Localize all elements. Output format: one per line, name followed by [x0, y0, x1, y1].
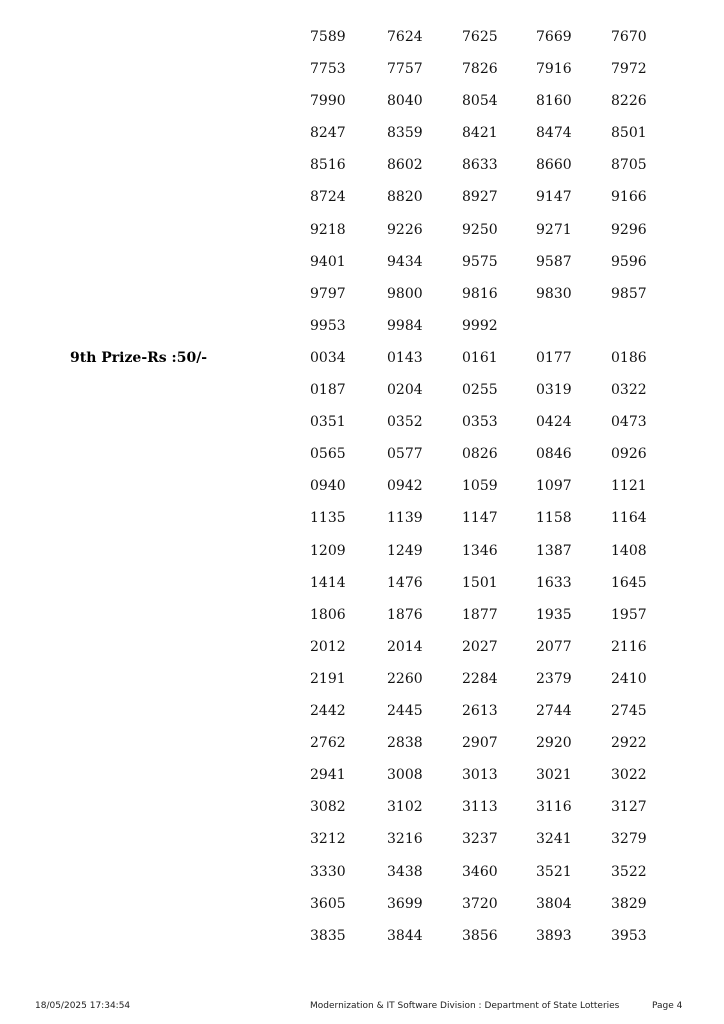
ticket-number: 2260 — [387, 670, 423, 687]
ticket-number: 0161 — [462, 350, 498, 366]
ticket-number: 3102 — [387, 799, 423, 816]
prize-label: 9th Prize-Rs :50/- — [70, 350, 208, 366]
number-row — [0, 823, 724, 855]
number-row — [0, 727, 724, 759]
ticket-number: 1121 — [611, 478, 647, 495]
ticket-number: 3330 — [310, 863, 346, 880]
number-row — [0, 695, 724, 727]
ticket-number: 3438 — [387, 863, 423, 880]
ticket-number: 1249 — [387, 542, 423, 559]
ticket-number: 1209 — [310, 542, 346, 559]
ticket-number: 2379 — [536, 670, 572, 687]
ticket-number: 3522 — [611, 863, 647, 880]
ticket-number: 0565 — [310, 446, 346, 463]
ticket-number: 8705 — [611, 157, 647, 174]
ticket-number: 3720 — [462, 895, 498, 912]
ticket-number: 0322 — [611, 382, 647, 399]
ticket-number: 3241 — [536, 831, 572, 848]
ticket-number: 8474 — [536, 125, 572, 142]
ticket-number: 8516 — [310, 157, 346, 174]
ticket-number: 3953 — [611, 927, 647, 944]
number-row — [0, 374, 724, 406]
ticket-number: 1135 — [310, 510, 346, 527]
number-row — [0, 631, 724, 663]
ticket-number: 9271 — [536, 221, 572, 238]
ticket-number: 8421 — [462, 125, 498, 142]
ticket-number: 2442 — [310, 703, 346, 720]
footer-timestamp: 18/05/2025 17:34:54 — [35, 1001, 131, 1011]
ticket-number: 1139 — [387, 510, 423, 527]
ticket-number: 0473 — [611, 414, 647, 431]
ticket-number: 1645 — [611, 574, 647, 591]
page-footer — [0, 998, 724, 1014]
ticket-number: 0255 — [462, 382, 498, 399]
number-row — [0, 246, 724, 278]
number-row — [0, 599, 724, 631]
number-row — [0, 888, 724, 920]
ticket-number: 1633 — [536, 574, 572, 591]
ticket-number: 7916 — [536, 61, 572, 78]
ticket-number: 3008 — [387, 767, 423, 784]
ticket-number: 9250 — [462, 221, 498, 238]
ticket-number: 2116 — [611, 638, 647, 655]
ticket-number: 9587 — [536, 253, 572, 270]
ticket-number: 7972 — [611, 61, 647, 78]
number-row — [0, 438, 724, 470]
ticket-number: 1957 — [611, 606, 647, 623]
footer-division: Modernization & IT Software Division : Department of State Lotteries — [310, 1001, 620, 1011]
ticket-number: 7753 — [310, 61, 346, 78]
ticket-number: 1476 — [387, 574, 423, 591]
ticket-number: 3460 — [462, 863, 498, 880]
ticket-number: 9434 — [387, 253, 423, 270]
ticket-number: 8359 — [387, 125, 423, 142]
ticket-number: 2920 — [536, 735, 572, 752]
ticket-number: 2838 — [387, 735, 423, 752]
ticket-number: 3856 — [462, 927, 498, 944]
ticket-number: 9953 — [310, 317, 346, 334]
ticket-number: 2284 — [462, 670, 498, 687]
ticket-number: 3216 — [387, 831, 423, 848]
number-row — [0, 214, 724, 246]
ticket-number: 2922 — [611, 735, 647, 752]
number-row — [0, 406, 724, 438]
ticket-number: 8226 — [611, 93, 647, 110]
number-row — [0, 117, 724, 149]
ticket-number: 1346 — [462, 542, 498, 559]
ticket-number: 9992 — [462, 317, 498, 334]
prize-number-grid — [0, 21, 724, 342]
ticket-number: 1501 — [462, 574, 498, 591]
ticket-number: 1414 — [310, 574, 346, 591]
ticket-number: 3279 — [611, 831, 647, 848]
ticket-number: 3237 — [462, 831, 498, 848]
ticket-number: 0034 — [310, 350, 346, 366]
ticket-number: 8160 — [536, 93, 572, 110]
ticket-number: 2745 — [611, 703, 647, 720]
ticket-number: 9147 — [536, 189, 572, 206]
number-row — [0, 567, 724, 599]
ticket-number: 3521 — [536, 863, 572, 880]
ticket-number: 3127 — [611, 799, 647, 816]
ticket-number: 0319 — [536, 382, 572, 399]
ticket-number: 9166 — [611, 189, 647, 206]
ticket-number: 2762 — [310, 735, 346, 752]
number-row — [0, 181, 724, 213]
ticket-number: 3844 — [387, 927, 423, 944]
ticket-number: 2941 — [310, 767, 346, 784]
ticket-number: 1806 — [310, 606, 346, 623]
ticket-number: 9857 — [611, 285, 647, 302]
ticket-number: 1876 — [387, 606, 423, 623]
ticket-number: 0940 — [310, 478, 346, 495]
ticket-number: 9830 — [536, 285, 572, 302]
ticket-number: 2077 — [536, 638, 572, 655]
ticket-number: 8054 — [462, 93, 498, 110]
ticket-number: 7670 — [611, 29, 647, 45]
ticket-number: 0826 — [462, 446, 498, 463]
ticket-number: 7757 — [387, 61, 423, 78]
number-row — [0, 920, 724, 952]
ticket-number: 3829 — [611, 895, 647, 912]
ticket-number: 7990 — [310, 93, 346, 110]
ticket-number: 1164 — [611, 510, 647, 527]
ticket-number: 8820 — [387, 189, 423, 206]
number-row — [0, 535, 724, 567]
ticket-number: 3013 — [462, 767, 498, 784]
number-row — [0, 856, 724, 888]
ticket-number: 9984 — [387, 317, 423, 334]
ticket-number: 7826 — [462, 61, 498, 78]
ticket-number: 8633 — [462, 157, 498, 174]
ticket-number: 8247 — [310, 125, 346, 142]
ticket-number: 8660 — [536, 157, 572, 174]
ticket-number: 8602 — [387, 157, 423, 174]
ticket-number: 3021 — [536, 767, 572, 784]
ticket-number: 3699 — [387, 895, 423, 912]
prize-number-grid — [0, 342, 724, 952]
ticket-number: 2613 — [462, 703, 498, 720]
ticket-number: 0351 — [310, 414, 346, 431]
ticket-number: 7625 — [462, 29, 498, 45]
ticket-number: 1158 — [536, 510, 572, 527]
ticket-number: 3022 — [611, 767, 647, 784]
ticket-number: 1935 — [536, 606, 572, 623]
number-row — [0, 791, 724, 823]
ticket-number: 2014 — [387, 638, 423, 655]
number-row — [0, 53, 724, 85]
ticket-number: 7589 — [310, 29, 346, 45]
ticket-number: 2445 — [387, 703, 423, 720]
ticket-number: 0204 — [387, 382, 423, 399]
number-row — [0, 278, 724, 310]
ticket-number: 9401 — [310, 253, 346, 270]
ticket-number: 0352 — [387, 414, 423, 431]
ticket-number: 0926 — [611, 446, 647, 463]
ticket-number: 3113 — [462, 799, 498, 816]
ticket-number: 1147 — [462, 510, 498, 527]
ticket-number: 2907 — [462, 735, 498, 752]
ticket-number: 9575 — [462, 253, 498, 270]
ticket-number: 3893 — [536, 927, 572, 944]
ticket-number: 1059 — [462, 478, 498, 495]
ticket-number: 9218 — [310, 221, 346, 238]
ticket-number: 3804 — [536, 895, 572, 912]
ticket-number: 0577 — [387, 446, 423, 463]
ticket-number: 1387 — [536, 542, 572, 559]
ticket-number: 9816 — [462, 285, 498, 302]
ticket-number: 8501 — [611, 125, 647, 142]
number-row — [0, 470, 724, 502]
ticket-number: 0186 — [611, 350, 647, 366]
ticket-number: 1097 — [536, 478, 572, 495]
ticket-number: 8927 — [462, 189, 498, 206]
ticket-number: 2191 — [310, 670, 346, 687]
ticket-number: 3212 — [310, 831, 346, 848]
ticket-number: 8040 — [387, 93, 423, 110]
ticket-number: 9797 — [310, 285, 346, 302]
ticket-number: 3116 — [536, 799, 572, 816]
ticket-number: 0424 — [536, 414, 572, 431]
ticket-number: 0942 — [387, 478, 423, 495]
ticket-number: 0177 — [536, 350, 572, 366]
ticket-number: 2410 — [611, 670, 647, 687]
ticket-number: 0846 — [536, 446, 572, 463]
ticket-number: 2744 — [536, 703, 572, 720]
ticket-number: 3082 — [310, 799, 346, 816]
ticket-number: 9800 — [387, 285, 423, 302]
ticket-number: 0187 — [310, 382, 346, 399]
ticket-number: 2012 — [310, 638, 346, 655]
ticket-number: 7669 — [536, 29, 572, 45]
ticket-number: 8724 — [310, 189, 346, 206]
number-row — [0, 85, 724, 117]
ticket-number: 9296 — [611, 221, 647, 238]
number-row — [0, 310, 724, 342]
ticket-number: 3605 — [310, 895, 346, 912]
footer-page-number: Page 4 — [652, 1001, 683, 1011]
ticket-number: 0353 — [462, 414, 498, 431]
number-row — [0, 502, 724, 534]
number-row — [0, 759, 724, 791]
ticket-number: 3835 — [310, 927, 346, 944]
ticket-number: 0143 — [387, 350, 423, 366]
ticket-number: 7624 — [387, 29, 423, 45]
ticket-number: 9226 — [387, 221, 423, 238]
ticket-number: 9596 — [611, 253, 647, 270]
ticket-number: 1877 — [462, 606, 498, 623]
number-row — [0, 149, 724, 181]
number-row — [0, 21, 724, 53]
ticket-number: 1408 — [611, 542, 647, 559]
ticket-number: 2027 — [462, 638, 498, 655]
number-row — [0, 342, 724, 374]
number-row — [0, 663, 724, 695]
